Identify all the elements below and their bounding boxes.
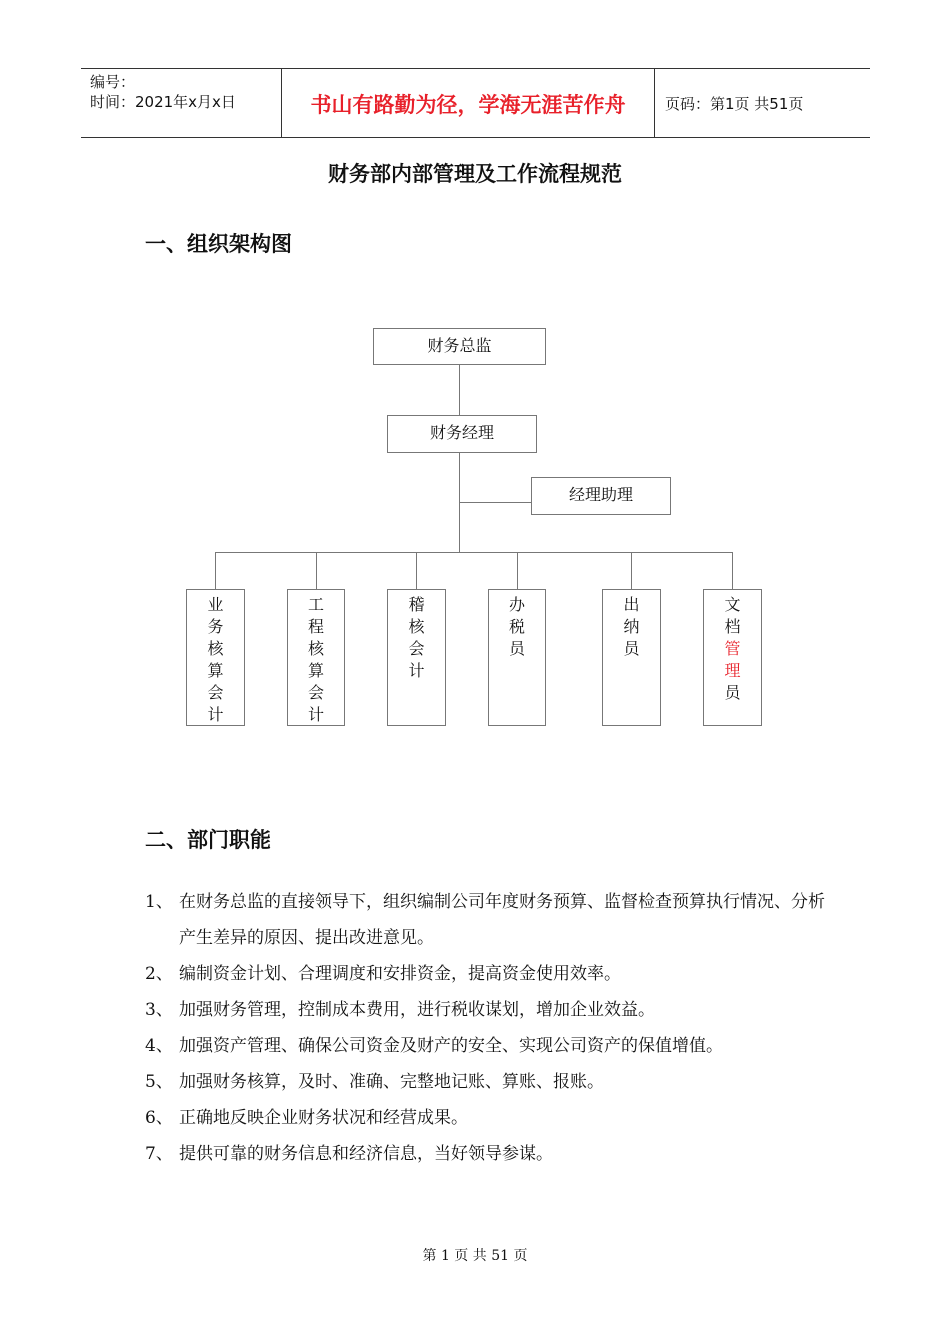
- org-box-tax-clerk: [488, 589, 546, 726]
- org-char: 程: [307, 617, 324, 636]
- list-item-number: 7、: [145, 1144, 173, 1164]
- page-footer: 第 1 页 共 51 页: [422, 1248, 528, 1264]
- list-item: [145, 956, 825, 992]
- org-box-director: 财务总监: [373, 328, 546, 365]
- org-box-manager: 财务经理: [387, 415, 537, 453]
- list-item-number: 4、: [145, 1036, 173, 1056]
- list-item-number: 1、: [145, 892, 173, 912]
- list-item-number: 6、: [145, 1108, 173, 1128]
- list-item-number: 2、: [145, 964, 173, 984]
- document-title: 财务部内部管理及工作流程规范: [328, 162, 622, 186]
- org-char: 出: [623, 595, 640, 614]
- list-item-number: 3、: [145, 1000, 173, 1020]
- list-item-text: 加强财务核算，及时、准确、完整地记账、算账、报账。: [179, 1072, 604, 1092]
- list-item-text: 加强资产管理、确保公司资金及财产的安全、实现公司资产的保值增值。: [179, 1036, 723, 1056]
- org-char: 办: [508, 595, 525, 614]
- org-char: 税: [508, 617, 525, 636]
- org-char: 纳: [623, 617, 640, 636]
- org-char: 会: [408, 639, 425, 658]
- org-char: 业: [207, 595, 224, 614]
- org-box-project-accountant: [287, 589, 345, 726]
- list-item-number: 5、: [145, 1072, 173, 1092]
- org-char: 文: [724, 595, 741, 614]
- org-char: 核: [307, 639, 324, 658]
- org-char: 计: [408, 661, 425, 680]
- org-char: 务: [207, 617, 224, 636]
- org-box-audit-accountant: [387, 589, 446, 726]
- list-item-text: 加强财务管理，控制成本费用，进行税收谋划，增加企业效益。: [179, 1000, 655, 1020]
- org-char: 计: [307, 705, 324, 724]
- header-motto: 书山有路勤为径，学海无涯苦作舟: [282, 69, 655, 137]
- org-box-cashier: [602, 589, 661, 726]
- list-item: [145, 992, 825, 1028]
- org-char: 管: [724, 639, 741, 658]
- org-box-assistant: 经理助理: [531, 477, 671, 515]
- org-char: 稽: [408, 595, 425, 614]
- list-item-text: 编制资金计划、合理调度和安排资金，提高资金使用效率。: [179, 964, 621, 984]
- list-item-text: 正确地反映企业财务状况和经营成果。: [179, 1108, 468, 1128]
- org-char: 会: [207, 683, 224, 702]
- org-char: 核: [408, 617, 425, 636]
- org-char: 理: [724, 661, 741, 680]
- org-char: 算: [207, 661, 224, 680]
- header-page-info: 页码：第1页 共51页: [665, 95, 804, 113]
- list-item: [145, 884, 825, 956]
- header-meta-cell: [81, 69, 282, 137]
- list-item-text: 在财务总监的直接领导下，组织编制公司年度财务预算、监督检查预算执行情况、分析产生差异的原因、提出改进意见。: [179, 892, 825, 948]
- list-item-text: 提供可靠的财务信息和经济信息，当好领导参谋。: [179, 1144, 553, 1164]
- list-item: [145, 1136, 825, 1172]
- org-char: 会: [307, 683, 324, 702]
- list-item: [145, 1028, 825, 1064]
- section-heading-org-chart: 一、组织架构图: [145, 232, 292, 256]
- org-box-business-accountant: [186, 589, 245, 726]
- list-item: [145, 1064, 825, 1100]
- number-label: 编号：: [90, 73, 136, 91]
- org-char: 核: [207, 639, 224, 658]
- duties-list: [145, 884, 825, 1172]
- org-box-archive-manager: [703, 589, 762, 726]
- org-char: 工: [307, 595, 324, 614]
- org-char: 算: [307, 661, 324, 680]
- org-char: 员: [724, 683, 741, 702]
- org-char: 员: [623, 639, 640, 658]
- time-label: 时间：2021年x月x日: [90, 93, 236, 111]
- section-heading-duties: 二、部门职能: [145, 828, 271, 852]
- org-char: 档: [724, 617, 741, 636]
- org-char: 员: [508, 639, 525, 658]
- org-char: 计: [207, 705, 224, 724]
- list-item: [145, 1100, 825, 1136]
- document-header: [81, 68, 870, 138]
